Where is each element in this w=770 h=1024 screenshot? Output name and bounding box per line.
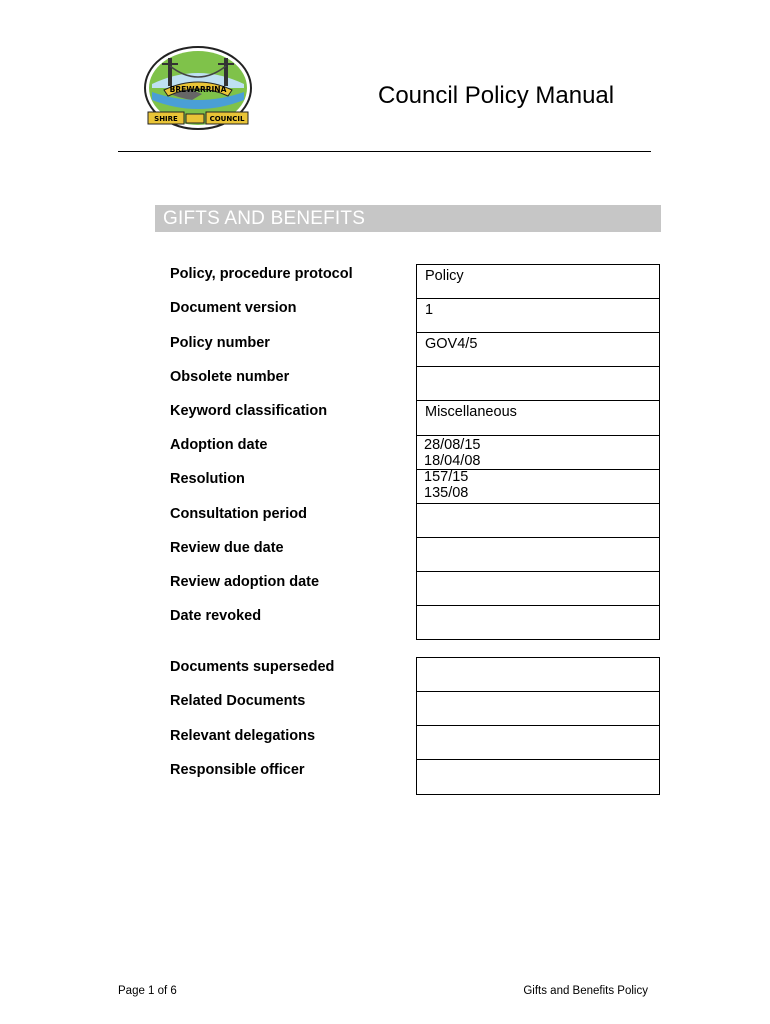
field-value-box bbox=[416, 503, 660, 538]
field-value: Policy bbox=[425, 268, 464, 284]
field-value-box bbox=[416, 537, 660, 572]
logo-top-text: BREWARRINA bbox=[169, 85, 227, 94]
field-value-box bbox=[416, 605, 660, 640]
field-value-box bbox=[416, 691, 660, 726]
section-heading-band bbox=[155, 205, 661, 232]
adoption-value: 28/08/15 bbox=[424, 437, 481, 453]
adoption-value: 18/04/08 bbox=[424, 453, 481, 469]
field-value-box bbox=[416, 298, 660, 333]
council-logo bbox=[142, 44, 254, 134]
logo-left-text: SHIRE bbox=[154, 115, 178, 123]
logo-right-text: COUNCIL bbox=[209, 115, 245, 123]
field-value-box bbox=[416, 657, 660, 692]
field-label: Keyword classification bbox=[170, 403, 328, 419]
field-label: Document version bbox=[170, 300, 297, 316]
field-value-box bbox=[416, 366, 660, 401]
field-value: 1 bbox=[425, 302, 434, 318]
field-value-box bbox=[416, 400, 660, 435]
field-label: Adoption date bbox=[170, 437, 268, 453]
field-value: GOV4/5 bbox=[425, 336, 478, 352]
field-label: Review adoption date bbox=[170, 574, 320, 590]
field-value: Miscellaneous bbox=[425, 404, 517, 420]
page-number: Page 1 of 6 bbox=[118, 985, 177, 997]
manual-title: Council Policy Manual bbox=[378, 82, 615, 109]
section-title: GIFTS AND BENEFITS bbox=[163, 208, 366, 229]
field-label: Relevant delegations bbox=[170, 728, 316, 744]
field-label: Date revoked bbox=[170, 608, 262, 624]
field-label: Resolution bbox=[170, 471, 245, 487]
field-value-box bbox=[416, 332, 660, 367]
field-label: Related Documents bbox=[170, 693, 306, 709]
document-name: Gifts and Benefits Policy bbox=[523, 985, 648, 997]
field-label: Review due date bbox=[170, 540, 284, 556]
resolution-value: 157/15 bbox=[424, 469, 469, 485]
adoption-resolution-values bbox=[424, 437, 480, 501]
field-value-box bbox=[416, 571, 660, 606]
field-label: Policy, procedure protocol bbox=[170, 266, 353, 282]
field-label: Documents superseded bbox=[170, 659, 335, 675]
header-divider bbox=[118, 151, 651, 152]
resolution-value: 135/08 bbox=[424, 485, 469, 501]
field-value-box bbox=[416, 759, 660, 795]
field-label: Responsible officer bbox=[170, 762, 305, 778]
field-label: Policy number bbox=[170, 335, 270, 351]
field-label: Obsolete number bbox=[170, 369, 290, 385]
field-label: Consultation period bbox=[170, 506, 307, 522]
field-value-box bbox=[416, 725, 660, 760]
field-value-box bbox=[416, 264, 660, 299]
